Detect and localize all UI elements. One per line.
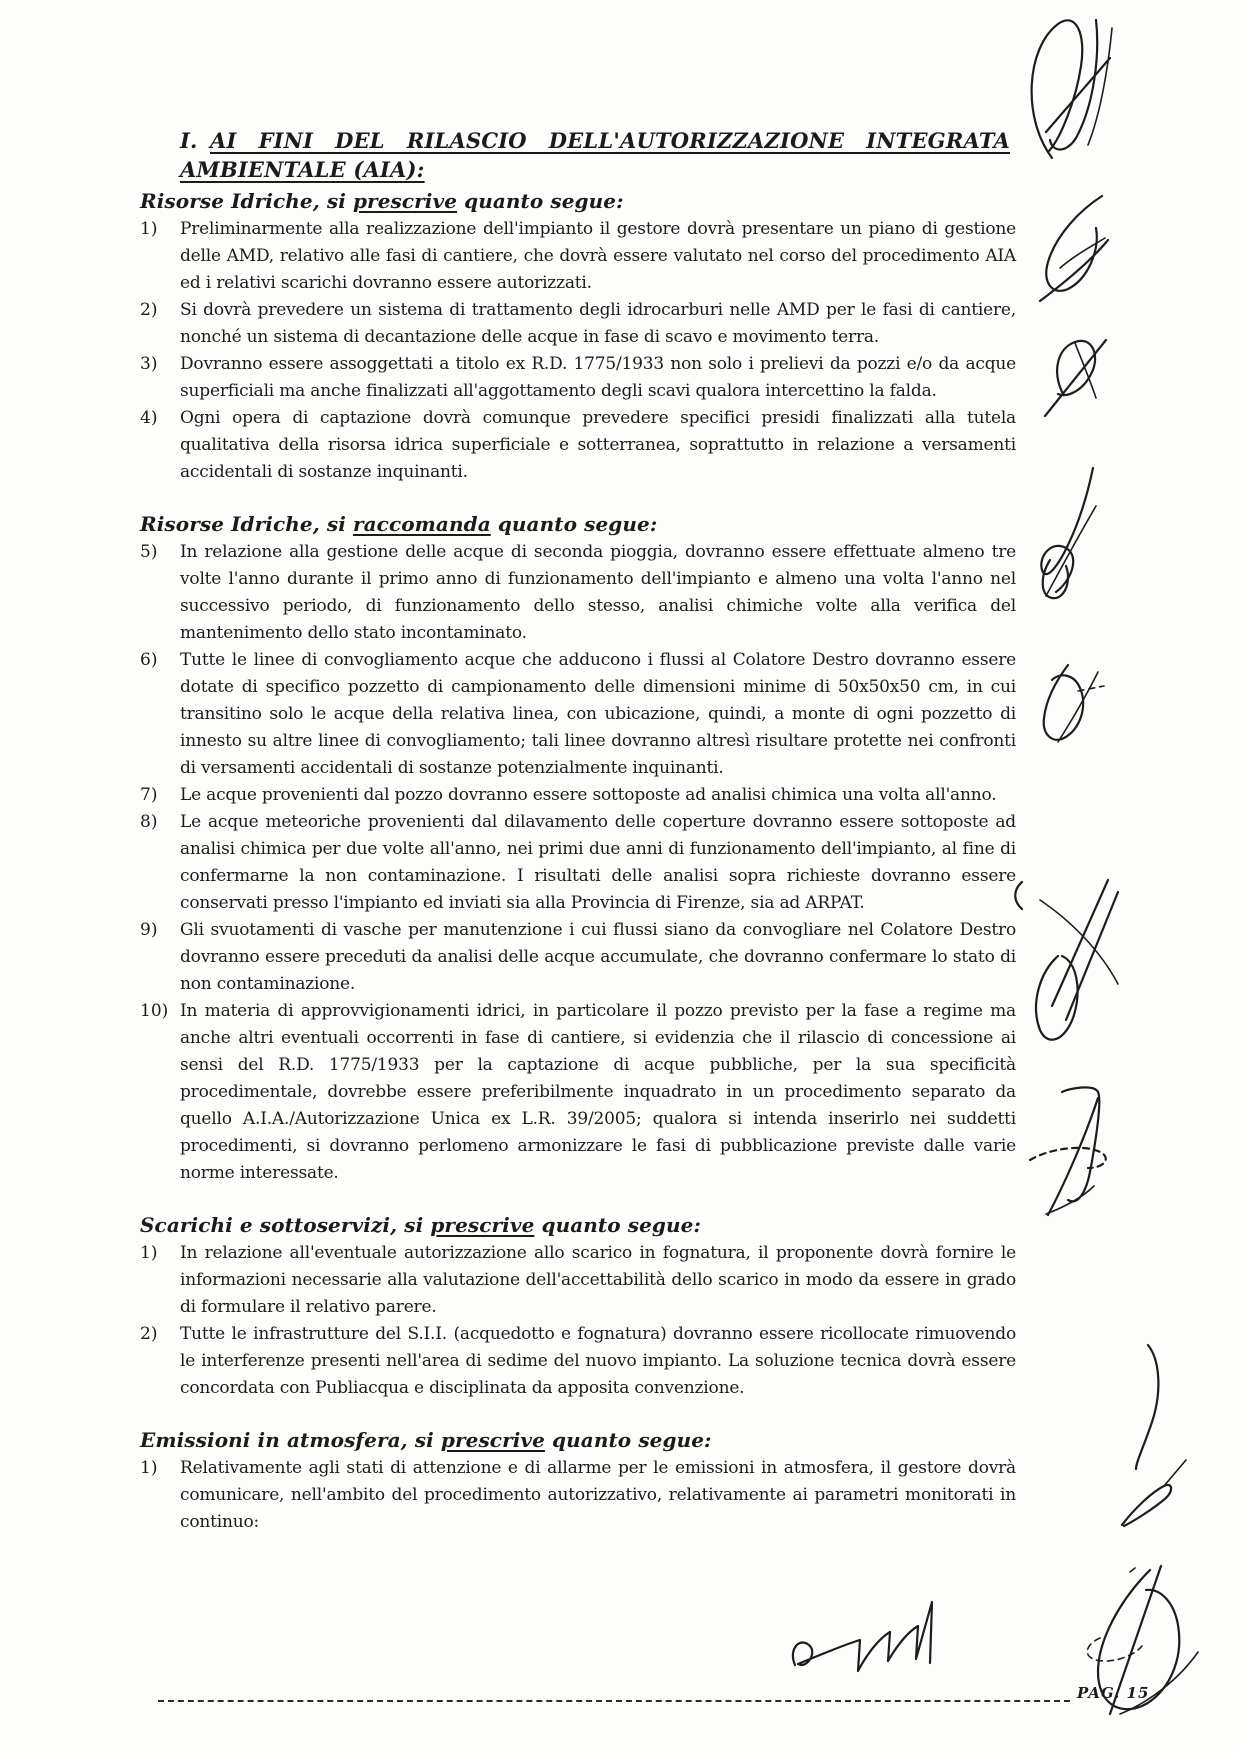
list-item xyxy=(140,809,1016,917)
item-number: 10) xyxy=(140,1001,169,1021)
item-number: 4) xyxy=(140,408,158,428)
list-item xyxy=(140,1321,1016,1402)
section-heading xyxy=(140,1427,1016,1453)
item-text: Le acque meteoriche provenienti dal dilavamento delle coperture dovranno essere sottoposte ad analisi chimica per due volte all'anno, nei primi due anni di funzionamento dell'impianto, al fine di confermarne la non contaminazione. I risultati delle analisi sopra richieste dovranno essere conservati presso l'impianto ed inviati sia alla Provincia di Firenze, sia ad ARPAT. xyxy=(180,812,1016,913)
item-text: Le acque provenienti dal pozzo dovranno essere sottoposte ad analisi chimica una volta all'anno. xyxy=(180,785,997,805)
margin-initials-6-icon xyxy=(1015,880,1118,1040)
title-numeral: I. xyxy=(180,128,198,153)
heading-text: Emissioni in atmosfera, si xyxy=(140,1428,441,1452)
item-text: In materia di approvvigionamenti idrici, in particolare il pozzo previsto per la fase a regime ma anche altri eventuali occorrenti in fase di cantiere, si evidenzia che il rilascio di concessione ai sensi del R.D. 1775/1933 per la captazione di acque pubbliche, per la sua specificità procedimentale, dovrebbe essere preferibilmente inquadrato in un procedimento separato da quello A.I.A./Autorizzazione Unica ex L.R. 39/2005; qualora si intenda inserirlo nei suddetti procedimenti, si dovranno perlomeno armonizzare le fasi di pubblicazione previste dalle varie norme interessate. xyxy=(180,1001,1016,1183)
list-item xyxy=(140,647,1016,782)
item-number: 1) xyxy=(140,1458,158,1478)
item-number: 7) xyxy=(140,785,158,805)
title-text-line2: AMBIENTALE (AIA): xyxy=(180,157,425,182)
list-item xyxy=(140,539,1016,647)
heading-keyword: prescrive xyxy=(352,189,458,213)
heading-text: quanto segue: xyxy=(544,1428,712,1452)
item-text: In relazione all'eventuale autorizzazione allo scarico in fognatura, il proponente dovrà fornire le informazioni necessarie alla valutazione dell'accettabilità dello scarico in modo da essere in grado di formulare il relativo parere. xyxy=(180,1243,1016,1317)
item-number: 1) xyxy=(140,219,158,239)
list-item xyxy=(140,351,1016,405)
item-number: 2) xyxy=(140,1324,158,1344)
item-number: 3) xyxy=(140,354,158,374)
list-item xyxy=(140,782,1016,809)
title-line-1 xyxy=(180,126,1016,155)
margin-initials-4-icon xyxy=(1041,468,1096,598)
list-item xyxy=(140,297,1016,351)
margin-initials-2-icon xyxy=(1040,196,1108,301)
heading-keyword: raccomanda xyxy=(352,512,491,536)
item-number: 8) xyxy=(140,812,158,832)
item-number: 5) xyxy=(140,542,158,562)
section-heading xyxy=(140,188,1016,214)
section xyxy=(140,1427,1016,1536)
list-item xyxy=(140,998,1016,1187)
heading-text: Risorse Idriche, si xyxy=(140,189,353,213)
section xyxy=(140,1212,1016,1402)
section xyxy=(140,188,1016,486)
item-text: Relativamente agli stati di attenzione e di allarme per le emissioni in atmosfera, il gestore dovrà comunicare, nell'ambito del procedimento autorizzativo, relativamente ai parametri monitorati in continuo: xyxy=(180,1458,1016,1532)
list-item xyxy=(140,1455,1016,1536)
footer-divider xyxy=(158,1700,1070,1702)
item-text: Preliminarmente alla realizzazione dell'impianto il gestore dovrà presentare un piano di gestione delle AMD, relativo alle fasi di cantiere, che dovrà essere valutato nel corso del procedimento AIA ed i relativi scarichi dovranno essere autorizzati. xyxy=(180,219,1016,293)
margin-initials-3-icon xyxy=(1045,340,1106,416)
margin-initials-7-icon xyxy=(1030,1087,1106,1215)
item-number: 9) xyxy=(140,920,158,940)
margin-initials-5-icon xyxy=(1044,665,1104,742)
heading-text: quanto segue: xyxy=(457,189,624,213)
item-text: Dovranno essere assoggettati a titolo ex R.D. 1775/1933 non solo i prelievi da pozzi e/o da acque superficiali ma anche finalizzati all'aggottamento degli scavi qualora intercettino la falda. xyxy=(180,354,1016,401)
signature-icon xyxy=(793,1602,932,1671)
margin-initials-1-icon xyxy=(1032,20,1112,158)
item-number: 2) xyxy=(140,300,158,320)
item-text: Si dovrà prevedere un sistema di trattamento degli idrocarburi nelle AMD per le fasi di cantiere, nonché un sistema di decantazione delle acque in fase di scavo e movimento terra. xyxy=(180,300,1016,347)
title-line-2 xyxy=(180,155,1016,184)
heading-keyword: prescrive xyxy=(430,1213,535,1237)
title-text-line1: AI FINI DEL RILASCIO DELL'AUTORIZZAZIONE INTEGRATA xyxy=(210,128,1010,153)
list-item xyxy=(140,917,1016,998)
section-heading xyxy=(140,1212,1016,1238)
item-number: 6) xyxy=(140,650,158,670)
document-body xyxy=(140,126,1016,1536)
item-number: 1) xyxy=(140,1243,158,1263)
heading-text: Risorse Idriche, si xyxy=(140,512,353,536)
item-text: Gli svuotamenti di vasche per manutenzione i cui flussi siano da convogliare nel Colatore Destro dovranno essere preceduti da analisi delle acque accumulate, che dovranno confermare lo stato di non contaminazione. xyxy=(180,920,1016,994)
heading-text: quanto segue: xyxy=(490,512,658,536)
section xyxy=(140,511,1016,1187)
section-heading xyxy=(140,511,1016,537)
heading-keyword: prescrive xyxy=(440,1428,545,1452)
item-text: Tutte le linee di convogliamento acque che adducono i flussi al Colatore Destro dovranno essere dotate di specifico pozzetto di campionamento delle dimensioni minime di 50x50x50 cm, in cui transitino solo le acque della relativa linea, con ubicazione, quindi, a monte di ogni pozzetto di innesto su altre linee di convogliamento; tali linee dovranno altresì risultare protette nei confronti di versamenti accidentali di sostanze potenzialmente inquinanti. xyxy=(180,650,1016,778)
sections-container xyxy=(140,188,1016,1536)
list-item xyxy=(140,1240,1016,1321)
document-title xyxy=(180,126,1016,184)
heading-text: Scarichi e sottoservizi, si xyxy=(140,1213,431,1237)
page-number: PAG. 15 xyxy=(1077,1684,1150,1702)
list-item xyxy=(140,405,1016,486)
list-item xyxy=(140,216,1016,297)
item-text: Tutte le infrastrutture del S.I.I. (acquedotto e fognatura) dovranno essere ricollocate rimuovendo le interferenze presenti nell'area di sedime del nuovo impianto. La soluzione tecnica dovrà essere concordata con Publiacqua e disciplinata da apposita convenzione. xyxy=(180,1324,1016,1398)
item-text: Ogni opera di captazione dovrà comunque prevedere specifici presidi finalizzati alla tutela qualitativa della risorsa idrica superficiale e sotterranea, soprattutto in relazione a versamenti accidentali di sostanze inquinanti. xyxy=(180,408,1016,482)
heading-text: quanto segue: xyxy=(534,1213,701,1237)
item-text: In relazione alla gestione delle acque di seconda pioggia, dovranno essere effettuate almeno tre volte l'anno durante il primo anno di funzionamento dell'impianto e almeno una volta l'anno nel successivo periodo, di funzionamento dello stesso, analisi chimiche volte alla verifica del mantenimento dello stato incontaminato. xyxy=(180,542,1016,643)
margin-initials-8-icon xyxy=(1122,1345,1186,1526)
